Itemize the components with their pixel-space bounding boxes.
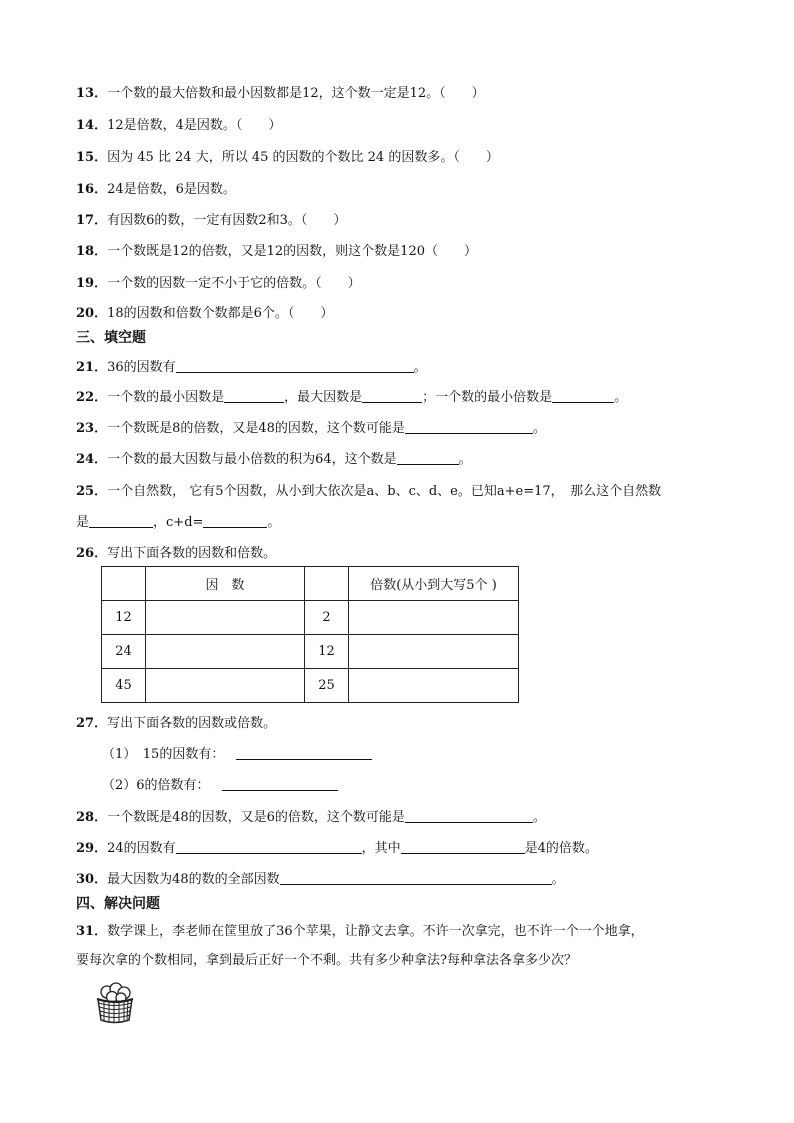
question-14 xyxy=(76,114,281,133)
question-29 xyxy=(76,837,598,856)
table-header-cell: 因 数 xyxy=(146,567,305,601)
question-text: 。 xyxy=(458,452,472,467)
question-24 xyxy=(76,448,472,467)
question-26 xyxy=(76,542,276,561)
question-number: 19． xyxy=(76,276,108,291)
table-cell-answer[interactable] xyxy=(146,635,305,669)
question-number: 26． xyxy=(76,546,108,561)
sub-question-text: （1） 15的因数有： xyxy=(102,747,225,762)
question-text: 。 xyxy=(267,515,281,530)
answer-blank[interactable] xyxy=(552,388,614,403)
answer-blank[interactable] xyxy=(280,870,552,885)
question-30 xyxy=(76,868,565,887)
question-text: 24的因数有 xyxy=(107,841,176,856)
section-title-solve-problems: 四、解决问题 xyxy=(76,896,160,912)
question-text: 是 xyxy=(76,515,90,530)
question-27 xyxy=(76,712,276,731)
answer-blank[interactable] xyxy=(236,745,372,760)
question-31 xyxy=(76,920,644,939)
table-cell-answer[interactable] xyxy=(146,669,305,703)
question-21 xyxy=(76,356,427,375)
question-22 xyxy=(76,386,627,405)
question-number: 20． xyxy=(76,306,108,321)
question-text: 一个数既是8的倍数，又是48的因数，这个数可能是 xyxy=(107,421,405,436)
question-number: 15． xyxy=(76,150,108,165)
question-text: 。 xyxy=(532,421,546,436)
table-row xyxy=(102,635,519,669)
question-17 xyxy=(76,209,346,228)
sub-question-text: （2）6的倍数有： xyxy=(102,778,210,793)
question-text: 一个数既是12的倍数，又是12的因数，则这个数是120（ ） xyxy=(107,244,477,259)
question-text: 。 xyxy=(413,360,427,375)
answer-blank[interactable] xyxy=(176,358,414,373)
table-cell-number: 12 xyxy=(102,601,146,635)
question-text: 要每次拿的个数相同，拿到最后正好一个不剩。共有多少种拿法?每种拿法各拿多少次？ xyxy=(76,953,577,968)
question-text: 24是倍数，6是因数。 xyxy=(107,182,236,197)
table-cell-number: 12 xyxy=(305,635,349,669)
question-text: 一个数的最大因数与最小倍数的积为64，这个数是 xyxy=(107,452,397,467)
question-text: 是4的倍数。 xyxy=(524,841,598,856)
answer-blank[interactable] xyxy=(222,776,338,791)
question-text: 因为 45 比 24 大，所以 45 的因数的个数比 24 的因数多。（ ） xyxy=(107,150,499,165)
question-15 xyxy=(76,146,499,165)
question-number: 13． xyxy=(76,86,108,101)
question-text: ，c+d= xyxy=(153,515,204,530)
question-27-part-2 xyxy=(102,774,338,793)
question-18 xyxy=(76,240,477,259)
table-header-cell xyxy=(305,567,349,601)
answer-blank[interactable] xyxy=(224,388,284,403)
factor-multiple-table xyxy=(101,566,519,703)
question-25 xyxy=(76,480,661,499)
question-text: 一个自然数， 它有5个因数，从小到大依次是a、b、c、d、e。已知a+e=17， 那么这个自然数 xyxy=(107,484,662,499)
table-header-cell: 倍数(从小到大写5个 ) xyxy=(349,567,519,601)
question-text: 36的因数有 xyxy=(107,360,176,375)
question-text: 最大因数为48的数的全部因数 xyxy=(107,872,280,887)
table-cell-answer[interactable] xyxy=(146,601,305,635)
question-number: 14． xyxy=(76,118,108,133)
question-number: 30． xyxy=(76,872,108,887)
answer-blank[interactable] xyxy=(401,839,525,854)
table-header-cell xyxy=(102,567,146,601)
question-text: 。 xyxy=(551,872,565,887)
table-cell-answer[interactable] xyxy=(349,601,519,635)
question-number: 27． xyxy=(76,716,108,731)
table-row xyxy=(102,601,519,635)
question-number: 17． xyxy=(76,213,108,228)
question-23 xyxy=(76,417,546,436)
question-text: 18的因数和倍数个数都是6个。（ ） xyxy=(107,306,334,321)
question-text: 一个数既是48的因数，又是6的倍数，这个数可能是 xyxy=(107,810,405,825)
question-number: 22． xyxy=(76,390,108,405)
question-text: 12是倍数，4是因数。（ ） xyxy=(107,118,282,133)
question-number: 23． xyxy=(76,421,108,436)
question-text: ，最大因数是 xyxy=(284,390,363,405)
question-text: 一个数的最大倍数和最小因数都是12，这个数一定是12。（ ） xyxy=(107,86,485,101)
table-cell-number: 24 xyxy=(102,635,146,669)
table-cell-number: 2 xyxy=(305,601,349,635)
question-text: 写出下面各数的因数或倍数。 xyxy=(107,716,277,731)
question-text: 。 xyxy=(532,810,546,825)
question-text: 一个数的最小因数是 xyxy=(107,390,225,405)
question-text: 一个数的因数一定不小于它的倍数。（ ） xyxy=(107,276,361,291)
question-number: 21． xyxy=(76,360,108,375)
question-text: ；一个数的最小倍数是 xyxy=(422,390,553,405)
question-31-continued xyxy=(76,949,577,968)
question-text: 数学课上，李老师在筐里放了36个苹果，让静文去拿。不许一次拿完，也不许一个一个地拿， xyxy=(107,924,644,939)
question-text: 。 xyxy=(614,390,628,405)
question-number: 25． xyxy=(76,484,108,499)
answer-blank[interactable] xyxy=(176,839,362,854)
table-cell-answer[interactable] xyxy=(349,669,519,703)
question-number: 28． xyxy=(76,810,108,825)
section-title-fill-in: 三、填空题 xyxy=(76,330,146,346)
table-cell-number: 25 xyxy=(305,669,349,703)
table-cell-answer[interactable] xyxy=(349,635,519,669)
question-number: 29． xyxy=(76,841,108,856)
question-number: 24． xyxy=(76,452,108,467)
answer-blank[interactable] xyxy=(397,450,459,465)
apple-basket-icon xyxy=(94,982,136,1026)
answer-blank[interactable] xyxy=(405,419,533,434)
table-cell-number: 45 xyxy=(102,669,146,703)
table-header-row xyxy=(102,567,519,601)
question-number: 31． xyxy=(76,924,108,939)
question-19 xyxy=(76,272,361,291)
answer-blank[interactable] xyxy=(362,388,422,403)
question-20 xyxy=(76,302,333,321)
question-number: 16． xyxy=(76,182,108,197)
answer-blank[interactable] xyxy=(89,513,153,528)
question-16 xyxy=(76,178,236,197)
question-27-part-1 xyxy=(102,743,372,762)
question-28 xyxy=(76,806,546,825)
question-25-continued xyxy=(76,511,280,530)
question-text: ，其中 xyxy=(361,841,401,856)
answer-blank[interactable] xyxy=(405,808,533,823)
table-row xyxy=(102,669,519,703)
question-number: 18． xyxy=(76,244,108,259)
question-text: 有因数6的数，一定有因数2和3。（ ） xyxy=(107,213,347,228)
question-13 xyxy=(76,82,485,101)
answer-blank[interactable] xyxy=(203,513,267,528)
question-text: 写出下面各数的因数和倍数。 xyxy=(107,546,277,561)
